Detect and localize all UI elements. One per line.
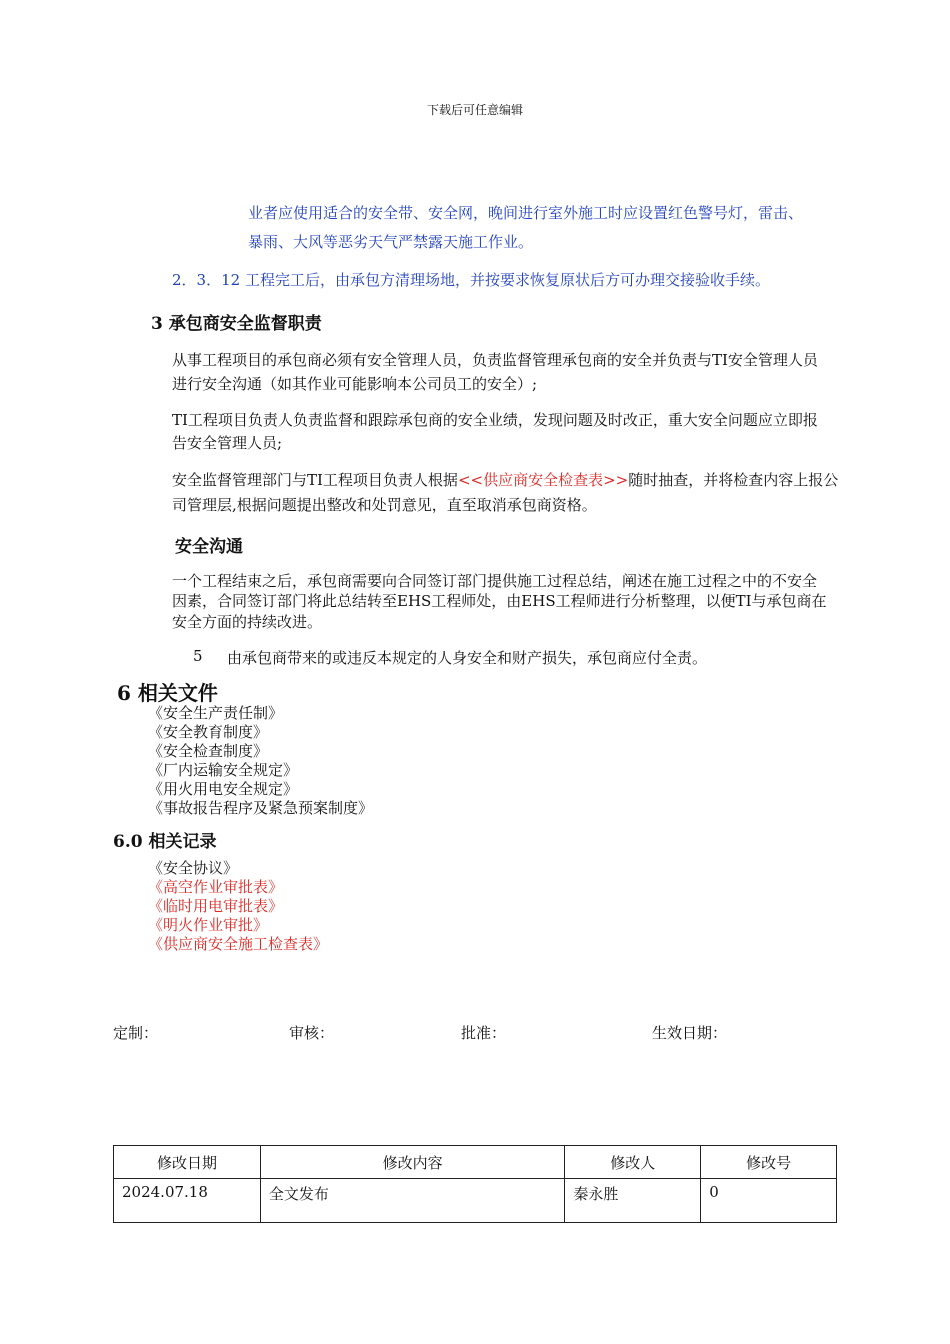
section-5-text: 由承包商带来的或违反本规定的人身安全和财产损失，承包商应付全责。 <box>227 649 708 667</box>
list-item: 《安全教育制度》 <box>148 723 269 741</box>
section-3-heading: 3 承包商安全监督职责 <box>151 314 322 334</box>
paragraph-text: 安全监督管理部门与TI工程项目负责人根据 <box>172 471 458 489</box>
signature-drafted-label: 定制： <box>113 1024 159 1042</box>
list-item: 《安全生产责任制》 <box>148 704 284 722</box>
table-header-row <box>114 1146 837 1179</box>
paragraph-text: 随时抽查，并将检查内容上报公 <box>628 471 839 489</box>
list-item: 《用火用电安全规定》 <box>148 780 299 798</box>
signature-approved-label: 批准： <box>461 1024 507 1042</box>
paragraph-line: TI工程项目负责人负责监督和跟踪承包商的安全业绩，发现问题及时改正，重大安全问题应立即报 <box>172 411 818 429</box>
paragraph-line <box>172 469 838 490</box>
related-documents-list <box>148 704 373 818</box>
paragraph-line: 从事工程项目的承包商必须有安全管理人员，负责监督管理承包商的安全并负责与TI安全管理人员 <box>172 351 818 369</box>
signature-effective-date-label: 生效日期： <box>652 1024 728 1042</box>
paragraph-line: 进行安全沟通（如其作业可能影响本公司员工的安全）; <box>172 375 538 393</box>
list-item: 《明火作业审批》 <box>148 916 269 934</box>
list-item: 《事故报告程序及紧急预案制度》 <box>148 799 374 817</box>
paragraph-line: 一个工程结束之后，承包商需要向合同签订部门提供施工过程总结，阐述在施工过程之中的不安全 <box>172 572 818 590</box>
section-4-heading: 安全沟通 <box>175 537 243 557</box>
paragraph-line: 安全方面的持续改进。 <box>172 613 323 631</box>
paragraph-line: 暴雨、大风等恶劣天气严禁露天施工作业。 <box>248 233 534 251</box>
paragraph-line: 司管理层,根据问题提出整改和处罚意见，直至取消承包商资格。 <box>172 496 597 514</box>
section-6-0-heading: 6.0 相关记录 <box>113 832 217 852</box>
section-5-number: 5 <box>193 647 203 665</box>
column-header: 修改号 <box>701 1146 837 1179</box>
section-6-heading: 6 相关文件 <box>117 681 218 705</box>
checklist-reference: <<供应商安全检查表>> <box>457 471 629 489</box>
list-item: 《安全协议》 <box>148 859 239 877</box>
clause-2-3-12: 2．3．12 工程完工后，由承包方清理场地，并按要求恢复原状后方可办理交接验收手续。 <box>172 271 770 289</box>
signature-reviewed-label: 审核： <box>289 1024 335 1042</box>
list-item: 《临时用电审批表》 <box>148 897 284 915</box>
revision-date-cell: 2024.07.18 <box>114 1179 261 1223</box>
column-header: 修改内容 <box>260 1146 564 1179</box>
revision-author-cell: 秦永胜 <box>565 1179 701 1223</box>
column-header: 修改人 <box>565 1146 701 1179</box>
revision-content-cell: 全文发布 <box>260 1179 564 1223</box>
related-records-list <box>148 859 328 954</box>
list-item: 《厂内运输安全规定》 <box>148 761 299 779</box>
revision-table <box>113 1145 837 1223</box>
list-item: 《高空作业审批表》 <box>148 878 284 896</box>
paragraph-line: 因素，合同签订部门将此总结转至EHS工程师处，由EHS工程师进行分析整理，以便TI与承包商在 <box>172 592 827 610</box>
paragraph-line: 业者应使用适合的安全带、安全网，晚间进行室外施工时应设置红色警号灯，雷击、 <box>248 204 804 222</box>
paragraph-line: 告安全管理人员; <box>172 434 283 452</box>
revision-number-cell: 0 <box>701 1179 837 1223</box>
page-header: 下载后可任意编辑 <box>426 103 523 117</box>
column-header: 修改日期 <box>114 1146 261 1179</box>
list-item: 《安全检查制度》 <box>148 742 269 760</box>
list-item: 《供应商安全施工检查表》 <box>148 935 329 953</box>
table-row <box>114 1179 837 1223</box>
